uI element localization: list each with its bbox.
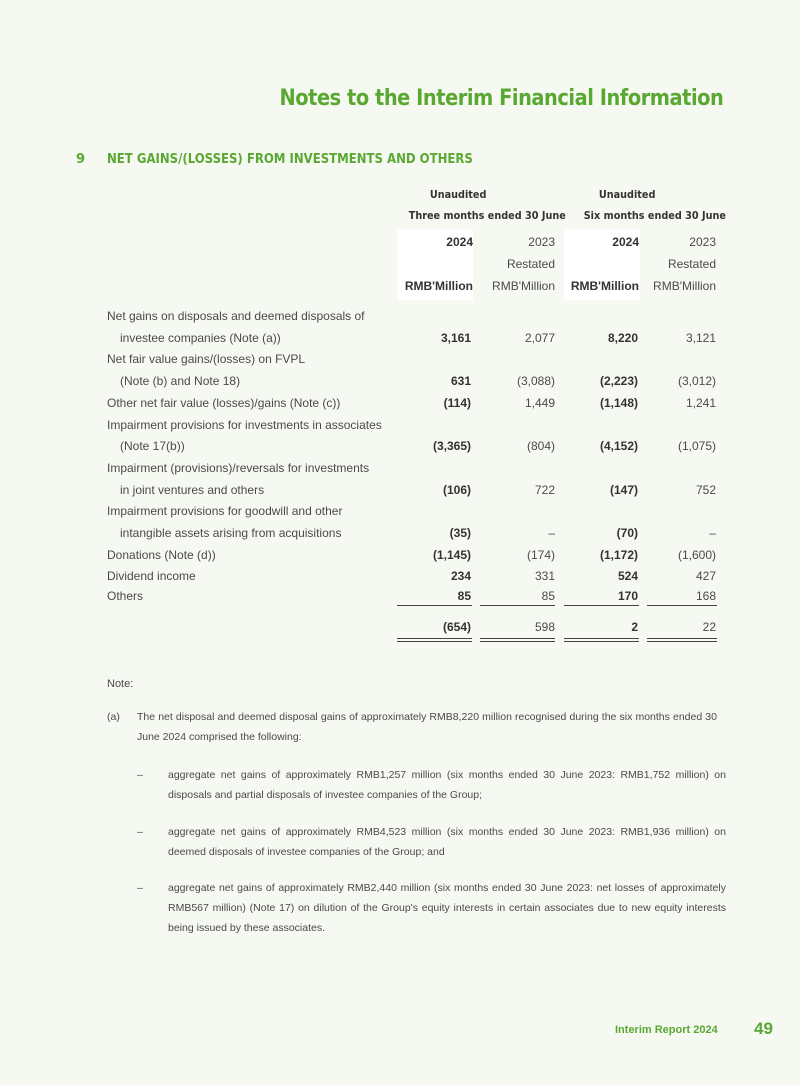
col4-year: 2023 bbox=[689, 235, 716, 249]
cell: 3,121 bbox=[685, 331, 716, 345]
total-rule bbox=[397, 638, 472, 639]
col4-unit: RMB'Million bbox=[653, 279, 716, 293]
section-title: NET GAINS/(LOSSES) FROM INVESTMENTS AND OTHERS bbox=[107, 152, 473, 167]
footer-report-label: Interim Report 2024 bbox=[615, 1024, 718, 1036]
cell: 3,161 bbox=[440, 331, 471, 345]
cell: 722 bbox=[534, 483, 555, 497]
row-label: Impairment (provisions)/reversals for investments bbox=[107, 461, 370, 475]
total-cell: 22 bbox=[702, 620, 716, 634]
cell: (106) bbox=[442, 483, 471, 497]
total-cell: 2 bbox=[631, 620, 638, 634]
group-2-period: Six months ended 30 June bbox=[583, 209, 726, 222]
col1-unit: RMB'Million bbox=[404, 279, 473, 293]
cell: 85 bbox=[457, 589, 471, 603]
total-rule bbox=[564, 641, 639, 642]
row-label-cont: investee companies (Note (a)) bbox=[120, 331, 281, 345]
col3-year: 2024 bbox=[612, 235, 639, 249]
note-a-text: The net disposal and deemed disposal gains of approximately RMB8,220 million recognised during the six months ended 30 June 2024 comprised the following: bbox=[137, 711, 717, 743]
bullet-item: aggregate net gains of approximately RMB1,257 million (six months ended 30 June 2023: RMB1,752 million) on disposals and partial disposals of investee companies of the Group; bbox=[168, 769, 726, 801]
row-label: Net gains on disposals and deemed disposals of bbox=[107, 309, 365, 323]
col2-restated: Restated bbox=[506, 257, 555, 271]
row-label-cont: (Note 17(b)) bbox=[120, 439, 185, 453]
cell: 234 bbox=[450, 569, 471, 583]
group-1-status: Unaudited bbox=[429, 188, 487, 201]
cell: (35) bbox=[449, 526, 471, 540]
col2-unit: RMB'Million bbox=[492, 279, 555, 293]
subtotal-rule bbox=[564, 605, 639, 606]
cell: (114) bbox=[443, 396, 471, 410]
row-label-cont: (Note (b) and Note 18) bbox=[120, 374, 241, 388]
page-title: Notes to the Interim Financial Information bbox=[279, 86, 723, 111]
row-label: Dividend income bbox=[107, 569, 196, 583]
cell: 1,449 bbox=[524, 396, 555, 410]
total-rule bbox=[564, 638, 639, 639]
row-label: Others bbox=[107, 589, 144, 603]
cell: (3,365) bbox=[432, 439, 471, 453]
cell: 2,077 bbox=[524, 331, 555, 345]
cell: (804) bbox=[526, 439, 555, 453]
cell: 168 bbox=[695, 589, 716, 603]
cell: (1,172) bbox=[599, 548, 638, 562]
subtotal-rule bbox=[397, 605, 472, 606]
total-cell: (654) bbox=[442, 620, 471, 634]
cell: 8,220 bbox=[607, 331, 638, 345]
cell: (1,075) bbox=[677, 439, 716, 453]
bullet-item: aggregate net gains of approximately RMB2,440 million (six months ended 30 June 2023: net losses of approximately RMB567 million) (Note 17) on dilution of the Group's equity interests in certain associates due to new equity interests being issued by these associates. bbox=[168, 882, 726, 934]
col1-year: 2024 bbox=[446, 235, 473, 249]
cell: (3,012) bbox=[677, 374, 716, 388]
cell: – bbox=[709, 526, 716, 540]
row-label-cont: in joint ventures and others bbox=[120, 483, 265, 497]
group-2-status: Unaudited bbox=[598, 188, 656, 201]
cell: (2,223) bbox=[599, 374, 638, 388]
group-1-period: Three months ended 30 June bbox=[408, 209, 566, 222]
note-a-marker: (a) bbox=[107, 711, 120, 723]
total-rule bbox=[480, 641, 555, 642]
cell: 524 bbox=[617, 569, 638, 583]
cell: (4,152) bbox=[599, 439, 638, 453]
note-heading: Note: bbox=[107, 678, 134, 690]
row-label-cont: intangible assets arising from acquisitions bbox=[120, 526, 342, 540]
subtotal-rule bbox=[647, 605, 717, 606]
col3-unit: RMB'Million bbox=[570, 279, 639, 293]
cell: 427 bbox=[695, 569, 716, 583]
cell: 331 bbox=[534, 569, 555, 583]
row-label: Impairment provisions for investments in associates bbox=[107, 418, 382, 432]
cell: 170 bbox=[617, 589, 638, 603]
cell: – bbox=[548, 526, 555, 540]
row-label: Impairment provisions for goodwill and other bbox=[107, 504, 343, 518]
cell: 1,241 bbox=[685, 396, 716, 410]
total-rule bbox=[480, 638, 555, 639]
col4-restated: Restated bbox=[667, 257, 716, 271]
cell: 752 bbox=[695, 483, 716, 497]
col2-year: 2023 bbox=[528, 235, 555, 249]
row-label: Other net fair value (losses)/gains (Note (c)) bbox=[107, 396, 341, 410]
cell: (1,600) bbox=[677, 548, 716, 562]
bullet-item: aggregate net gains of approximately RMB4,523 million (six months ended 30 June 2023: RMB1,936 million) on deemed disposals of investee companies of the Group; and bbox=[168, 826, 726, 858]
cell: (1,145) bbox=[432, 548, 471, 562]
total-rule bbox=[647, 638, 717, 639]
cell: (70) bbox=[616, 526, 638, 540]
section-number: 9 bbox=[76, 152, 86, 167]
bullet-dash: – bbox=[137, 826, 143, 838]
cell: (147) bbox=[609, 483, 638, 497]
cell: (1,148) bbox=[599, 396, 638, 410]
row-label: Donations (Note (d)) bbox=[107, 548, 216, 562]
page-number: 49 bbox=[754, 1019, 773, 1038]
cell: 85 bbox=[541, 589, 555, 603]
total-rule bbox=[397, 641, 472, 642]
cell: (3,088) bbox=[516, 374, 555, 388]
total-rule bbox=[647, 641, 717, 642]
total-cell: 598 bbox=[534, 620, 555, 634]
bullet-dash: – bbox=[137, 769, 143, 781]
row-label: Net fair value gains/(losses) on FVPL bbox=[107, 352, 306, 366]
cell: 631 bbox=[450, 374, 471, 388]
cell: (174) bbox=[526, 548, 555, 562]
bullet-dash: – bbox=[137, 882, 143, 894]
subtotal-rule bbox=[480, 605, 555, 606]
